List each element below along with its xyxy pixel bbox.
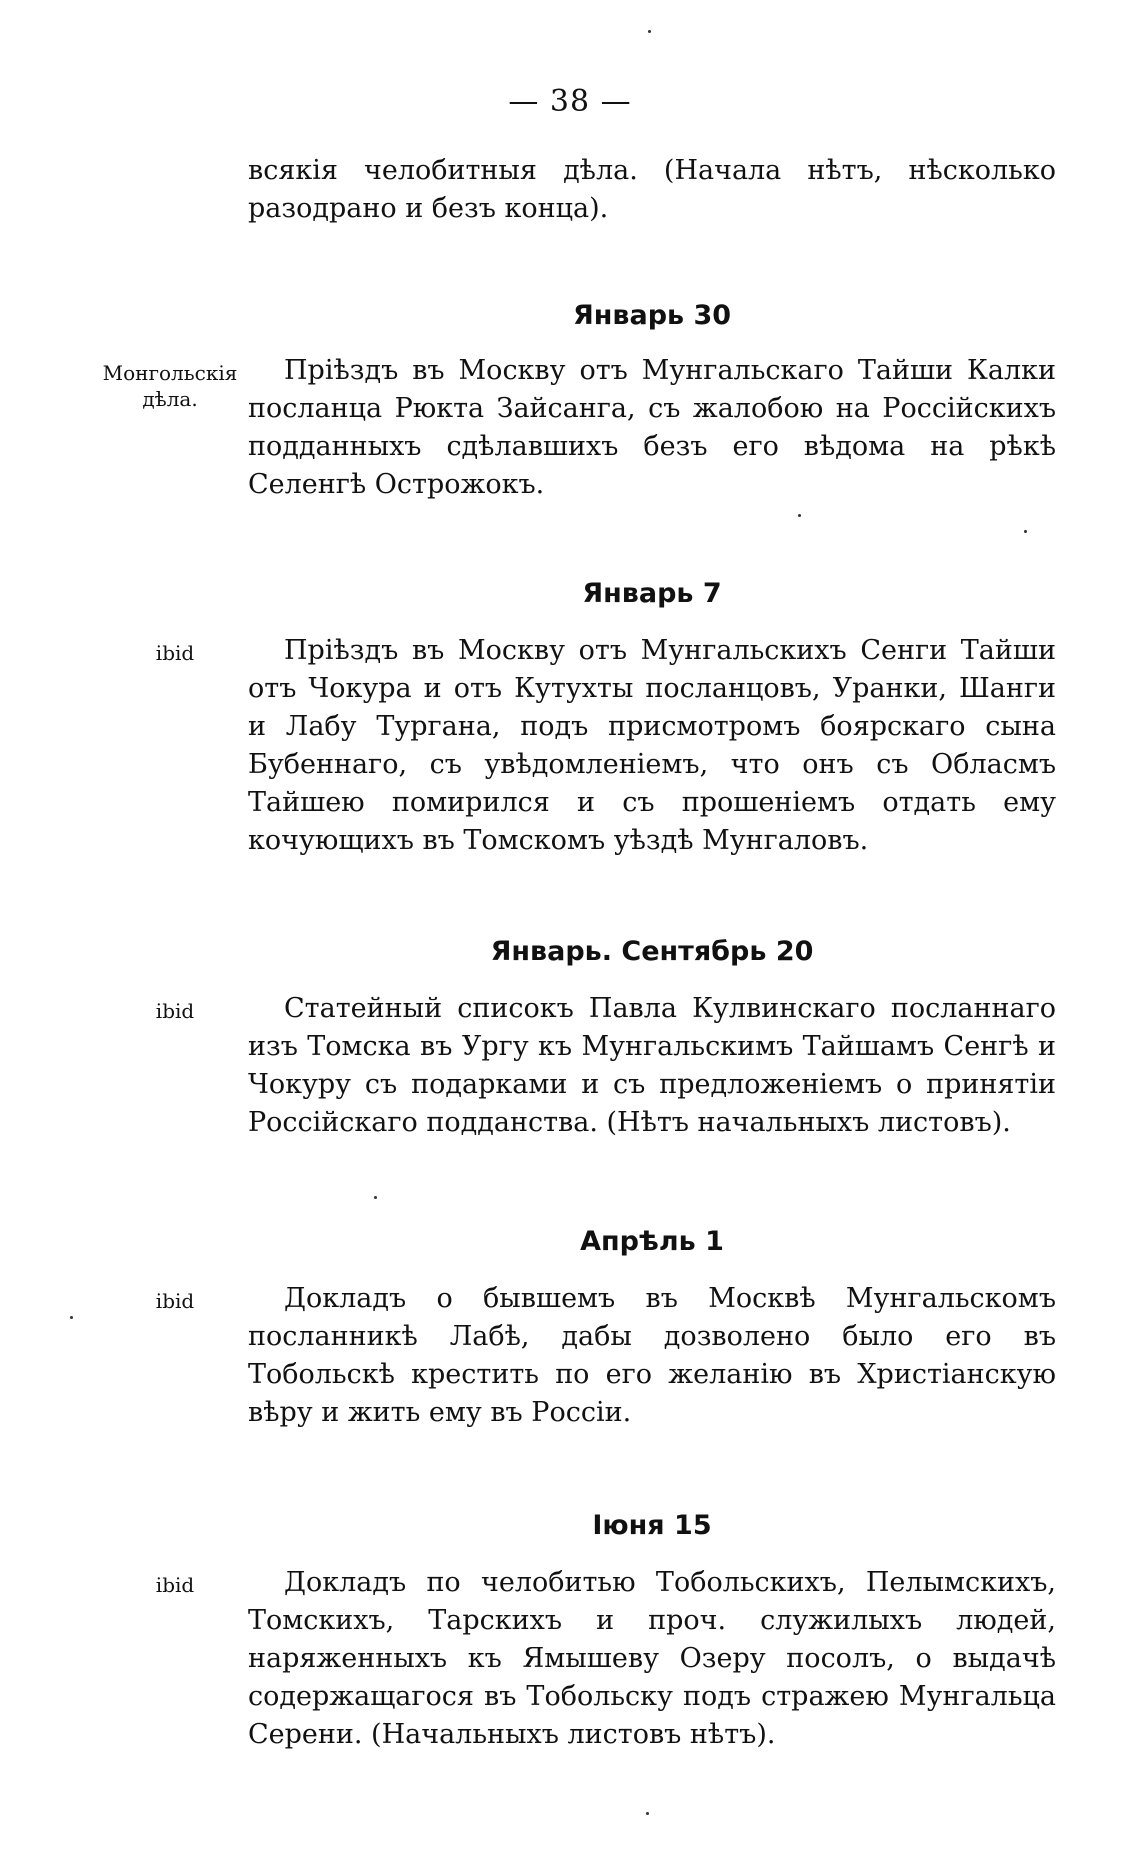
- page-number: — 38 —: [508, 84, 632, 119]
- margin-note-ibid: ibid: [155, 1573, 195, 1597]
- scan-speck: [374, 1196, 377, 1199]
- entry-text-june-15: Докладъ по челобитью Тобольскихъ, Пелымскихъ, Томскихъ, Тарскихъ и проч. служилыхъ людей, наряженныхъ къ Ямышеву Озеру посолъ, о выдачѣ содержащагося въ Тобольску подъ стражею Мунгальца Серени. (Начальныхъ листовъ нѣтъ).: [248, 1567, 1056, 1750]
- entry-heading-january-30: Январь 30: [572, 300, 732, 331]
- scan-speck: [1024, 530, 1027, 533]
- margin-note-ibid: ibid: [155, 999, 195, 1023]
- margin-note-ibid: ibid: [155, 1289, 195, 1313]
- margin-note-ibid: ibid: [155, 641, 195, 665]
- scan-speck: [648, 30, 651, 33]
- entry-text-january-september-20: Статейный списокъ Павла Кулвинскаго посланнаго изъ Томска въ Ургу къ Мунгальскимъ Тайшамъ Сенгѣ и Чокуру съ подарками и съ предложеніемъ о принятіи Россійскаго подданства. (Нѣтъ начальныхъ листовъ).: [248, 993, 1056, 1138]
- entry-heading-january-7: Январь 7: [582, 578, 722, 609]
- scan-speck: [798, 514, 801, 517]
- entry-text-january-7: Пріѣздъ въ Москву отъ Мунгальскихъ Сенги Тайши отъ Чокура и отъ Кутухты посланцовъ, Уранки, Шанги и Лабу Тургана, подъ присмотромъ боярскаго сына Бубеннаго, съ увѣдомленіемъ, что онъ съ Обласмъ Тайшею помирился и съ прошеніемъ отдать ему кочующихъ въ Томскомъ уѣздѣ Мунгаловъ.: [248, 635, 1056, 856]
- entry-text-january-30: Пріѣздъ въ Москву отъ Мунгальскаго Тайши Калки посланца Рюкта Зайсанга, съ жалобою на Россійскихъ подданныхъ сдѣлавшихъ безъ его вѣдома на рѣкѣ Селенгѣ Острожокъ.: [248, 355, 1056, 500]
- margin-note-mongolian-affairs: Монгольскія дѣла.: [102, 361, 238, 411]
- scan-speck: [70, 1316, 73, 1319]
- entry-heading-january-september-20: Январь. Сентябрь 20: [490, 936, 814, 967]
- entry-heading-june-15: Іюня 15: [592, 1510, 712, 1541]
- entry-heading-april-1: Апрѣль 1: [580, 1226, 724, 1257]
- entry-text-april-1: Докладъ о бывшемъ въ Москвѣ Мунгальскомъ посланникѣ Лабѣ, дабы дозволено было его въ Тобольскѣ крестить по его желанію въ Христіанскую вѣру и жить ему въ Россіи.: [248, 1283, 1056, 1428]
- entry-text-continuation: всякія челобитныя дѣла. (Начала нѣтъ, нѣсколько разодрано и безъ конца).: [248, 155, 1056, 224]
- scan-speck: [646, 1812, 649, 1815]
